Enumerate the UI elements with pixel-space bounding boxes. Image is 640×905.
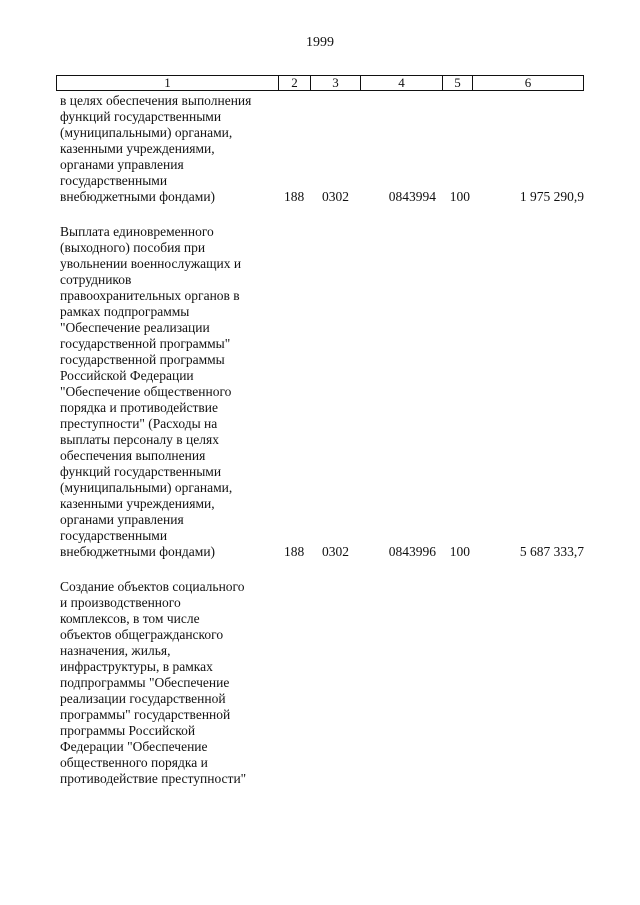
description-line: "Обеспечение общественного [60,384,232,399]
description-line: государственными [60,528,168,543]
description-line: обеспечения выполнения [60,448,206,463]
table-body [60,93,584,787]
description-line: преступности" (Расходы на [60,416,218,431]
description-line: Российской Федерации [60,368,194,383]
description-line: казенными учреждениями, [60,141,215,156]
description-line: государственной программы [60,352,225,367]
row-description [60,579,276,787]
header-col-6: 6 [524,75,532,90]
col-2-value: 188 [284,544,305,559]
row-description [60,224,276,560]
header-col-2: 2 [279,76,311,90]
description-line: программы" государственной [60,707,231,722]
description-line: подпрограммы "Обеспечение [60,675,230,690]
row-spacer [60,205,584,224]
description-line: Выплата единовременного [60,224,214,239]
description-line: общественного порядка и [60,755,208,770]
col-5-value: 100 [449,544,470,559]
description-line: и производственного [60,595,181,610]
header-col-1: 1 [57,76,279,90]
description-line: назначения, жилья, [60,643,171,658]
description-line: правоохранительных органов в [60,288,240,303]
col-4-value: 0843996 [388,544,436,559]
header-col-5: 5 [443,76,473,90]
description-line: сотрудников [60,272,132,287]
description-line: функций государственными [60,109,222,124]
description-line: (муниципальными) органами, [60,480,233,495]
description-line: увольнении военнослужащих и [60,256,242,271]
description-line: государственными [60,173,168,188]
table-row [60,579,584,787]
description-line: государственной программы" [60,336,231,351]
header-col-4: 4 [361,76,443,90]
description-line: внебюджетными фондами) [60,189,216,204]
header-col-3: 3 [311,76,361,90]
col-3-value: 0302 [322,189,349,204]
row-spacer [60,560,584,579]
col-5-value: 100 [449,189,470,204]
col-3-value: 0302 [322,544,349,559]
description-line: противодействие преступности" [60,771,247,786]
description-line: Создание объектов социального [60,579,245,594]
description-line: объектов общегражданского [60,627,224,642]
description-line: рамках подпрограммы [60,304,190,319]
description-line: (выходного) пособия при [60,240,206,255]
description-line: Федерации "Обеспечение [60,739,208,754]
col-6-value: 5 687 333,7 [519,544,584,559]
description-line: казенными учреждениями, [60,496,215,511]
table-row [60,93,584,205]
col-4-value: 0843994 [388,189,436,204]
description-line: в целях обеспечения выполнения [60,93,252,108]
description-line: выплаты персоналу в целях [60,432,219,447]
description-line: функций государственными [60,464,222,479]
description-line: органами управления [60,157,184,172]
description-line: "Обеспечение реализации [60,320,210,335]
page-number: 1999 [306,35,334,50]
row-description [60,93,276,205]
description-line: органами управления [60,512,184,527]
table-header [56,75,584,91]
description-line: комплексов, в том числе [60,611,200,626]
description-line: внебюджетными фондами) [60,544,216,559]
table-row [60,224,584,560]
description-line: инфраструктуры, в рамках [60,659,213,674]
col-6-value: 1 975 290,9 [519,189,584,204]
description-line: (муниципальными) органами, [60,125,233,140]
description-line: реализации государственной [60,691,226,706]
description-line: порядка и противодействие [60,400,219,415]
col-2-value: 188 [284,189,305,204]
description-line: программы Российской [60,723,196,738]
